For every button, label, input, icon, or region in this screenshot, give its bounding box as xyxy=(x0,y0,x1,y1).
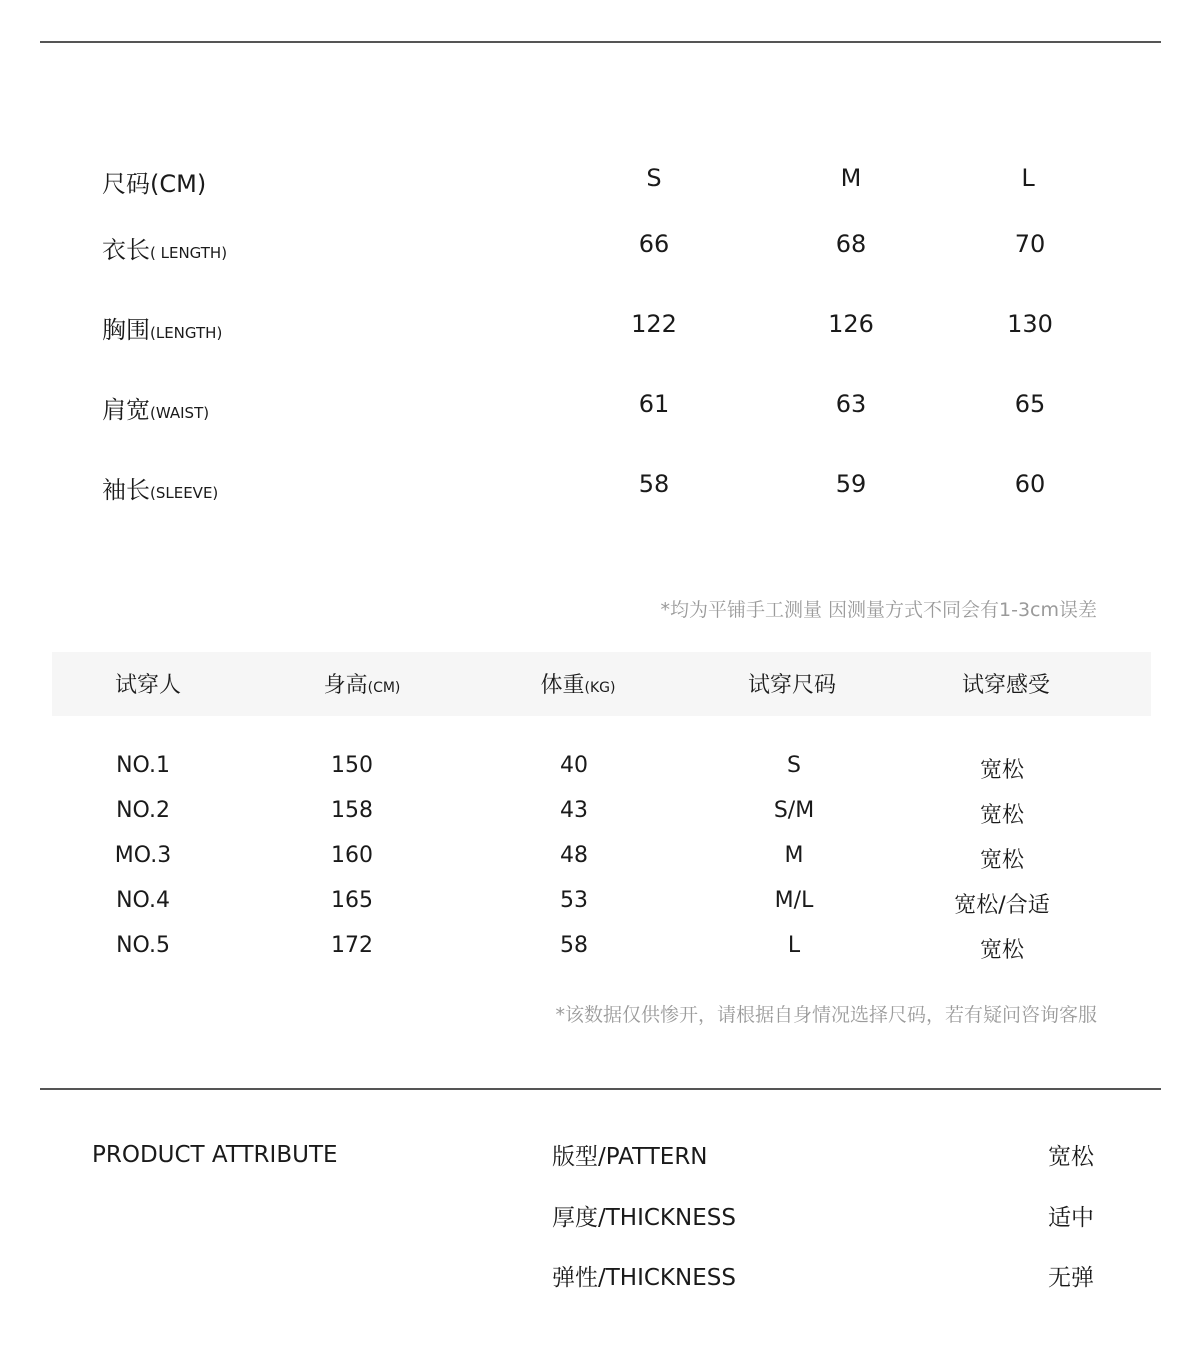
size-row-name: 衣长 xyxy=(102,236,150,264)
fit-cell: 40 xyxy=(560,753,588,778)
size-row-sub: ( LENGTH) xyxy=(150,244,228,262)
fit-cell: 43 xyxy=(560,798,588,823)
size-row-label xyxy=(102,390,209,425)
fit-cell: 150 xyxy=(331,753,373,778)
size-row-sub: (SLEEVE) xyxy=(150,484,219,502)
attribute-value-elasticity: 无弹 xyxy=(1048,1265,1094,1291)
size-value: 60 xyxy=(1014,470,1046,498)
size-chart-header-label: 尺码(CM) xyxy=(102,170,207,198)
fit-cell: 宽松/合适 xyxy=(954,893,1050,918)
size-row-name: 肩宽 xyxy=(102,396,150,424)
fit-table-note: *该数据仅供惨开，请根据自身情况选择尺码，若有疑问咨询客服 xyxy=(555,1004,1097,1026)
fit-cell: NO.1 xyxy=(116,753,170,778)
attribute-value-thickness: 适中 xyxy=(1048,1205,1094,1231)
fit-header-tester xyxy=(115,668,181,699)
fit-cell: 58 xyxy=(560,933,588,958)
size-value: 59 xyxy=(835,470,867,498)
fit-header-main: 试穿尺码 xyxy=(747,673,837,698)
attribute-label-pattern: 版型/PATTERN xyxy=(552,1144,708,1170)
size-value: 130 xyxy=(1007,310,1053,338)
size-header-s: S xyxy=(646,164,662,192)
fit-cell: 160 xyxy=(331,843,373,868)
fit-header-size xyxy=(748,668,836,699)
fit-cell: 172 xyxy=(331,933,373,958)
fit-cell: 165 xyxy=(331,888,373,913)
size-value: 122 xyxy=(631,310,677,338)
size-value: 65 xyxy=(1014,390,1046,418)
fit-cell: M/L xyxy=(774,888,814,913)
attribute-value-pattern: 宽松 xyxy=(1048,1144,1094,1170)
attribute-label-thickness: 厚度/THICKNESS xyxy=(552,1205,736,1231)
fit-cell: 158 xyxy=(331,798,373,823)
attributes-title: PRODUCT ATTRIBUTE xyxy=(92,1142,338,1168)
fit-header-sub: (CM) xyxy=(367,680,401,696)
fit-cell: L xyxy=(787,933,801,958)
size-value: 63 xyxy=(835,390,867,418)
fit-header-main: 体重 xyxy=(540,673,585,698)
fit-header-feel xyxy=(962,668,1050,699)
size-row-label xyxy=(102,230,227,265)
fit-header-main: 身高 xyxy=(323,673,368,698)
attribute-label-elasticity: 弹性/THICKNESS xyxy=(552,1265,736,1291)
size-row-sub: (WAIST) xyxy=(150,404,210,422)
fit-cell: 48 xyxy=(560,843,588,868)
fit-cell: NO.2 xyxy=(116,798,170,823)
size-value: 126 xyxy=(828,310,874,338)
fit-cell: MO.3 xyxy=(114,843,172,868)
fit-cell: 宽松 xyxy=(979,758,1025,783)
size-row-name: 胸围 xyxy=(102,316,150,344)
fit-header-sub: (KG) xyxy=(584,680,616,696)
bottom-divider xyxy=(40,1088,1161,1090)
fit-header-height xyxy=(324,668,401,699)
top-divider xyxy=(40,41,1161,43)
fit-cell: M xyxy=(784,843,804,868)
size-row-label xyxy=(102,470,218,505)
fit-cell: S/M xyxy=(773,798,815,823)
fit-cell: 宽松 xyxy=(979,848,1025,873)
size-value: 68 xyxy=(835,230,867,258)
fit-cell: NO.5 xyxy=(116,933,170,958)
fit-cell: 宽松 xyxy=(979,938,1025,963)
fit-cell: 宽松 xyxy=(979,803,1025,828)
size-row-label xyxy=(102,310,222,345)
size-value: 66 xyxy=(638,230,670,258)
fit-header-main: 试穿人 xyxy=(114,673,182,698)
fit-cell: 53 xyxy=(560,888,588,913)
fit-cell: S xyxy=(787,753,801,778)
size-header-l: L xyxy=(1021,164,1035,192)
size-value: 58 xyxy=(638,470,670,498)
size-header-m: M xyxy=(840,164,862,192)
fit-cell: NO.4 xyxy=(116,888,170,913)
size-row-sub: (LENGTH) xyxy=(150,324,223,342)
fit-header-weight xyxy=(541,668,616,699)
size-row-name: 袖长 xyxy=(102,476,150,504)
fit-header-main: 试穿感受 xyxy=(961,673,1051,698)
size-chart-note: *均为平铺手工测量 因测量方式不同会有1-3cm误差 xyxy=(660,599,1097,621)
size-value: 70 xyxy=(1014,230,1046,258)
size-value: 61 xyxy=(638,390,670,418)
